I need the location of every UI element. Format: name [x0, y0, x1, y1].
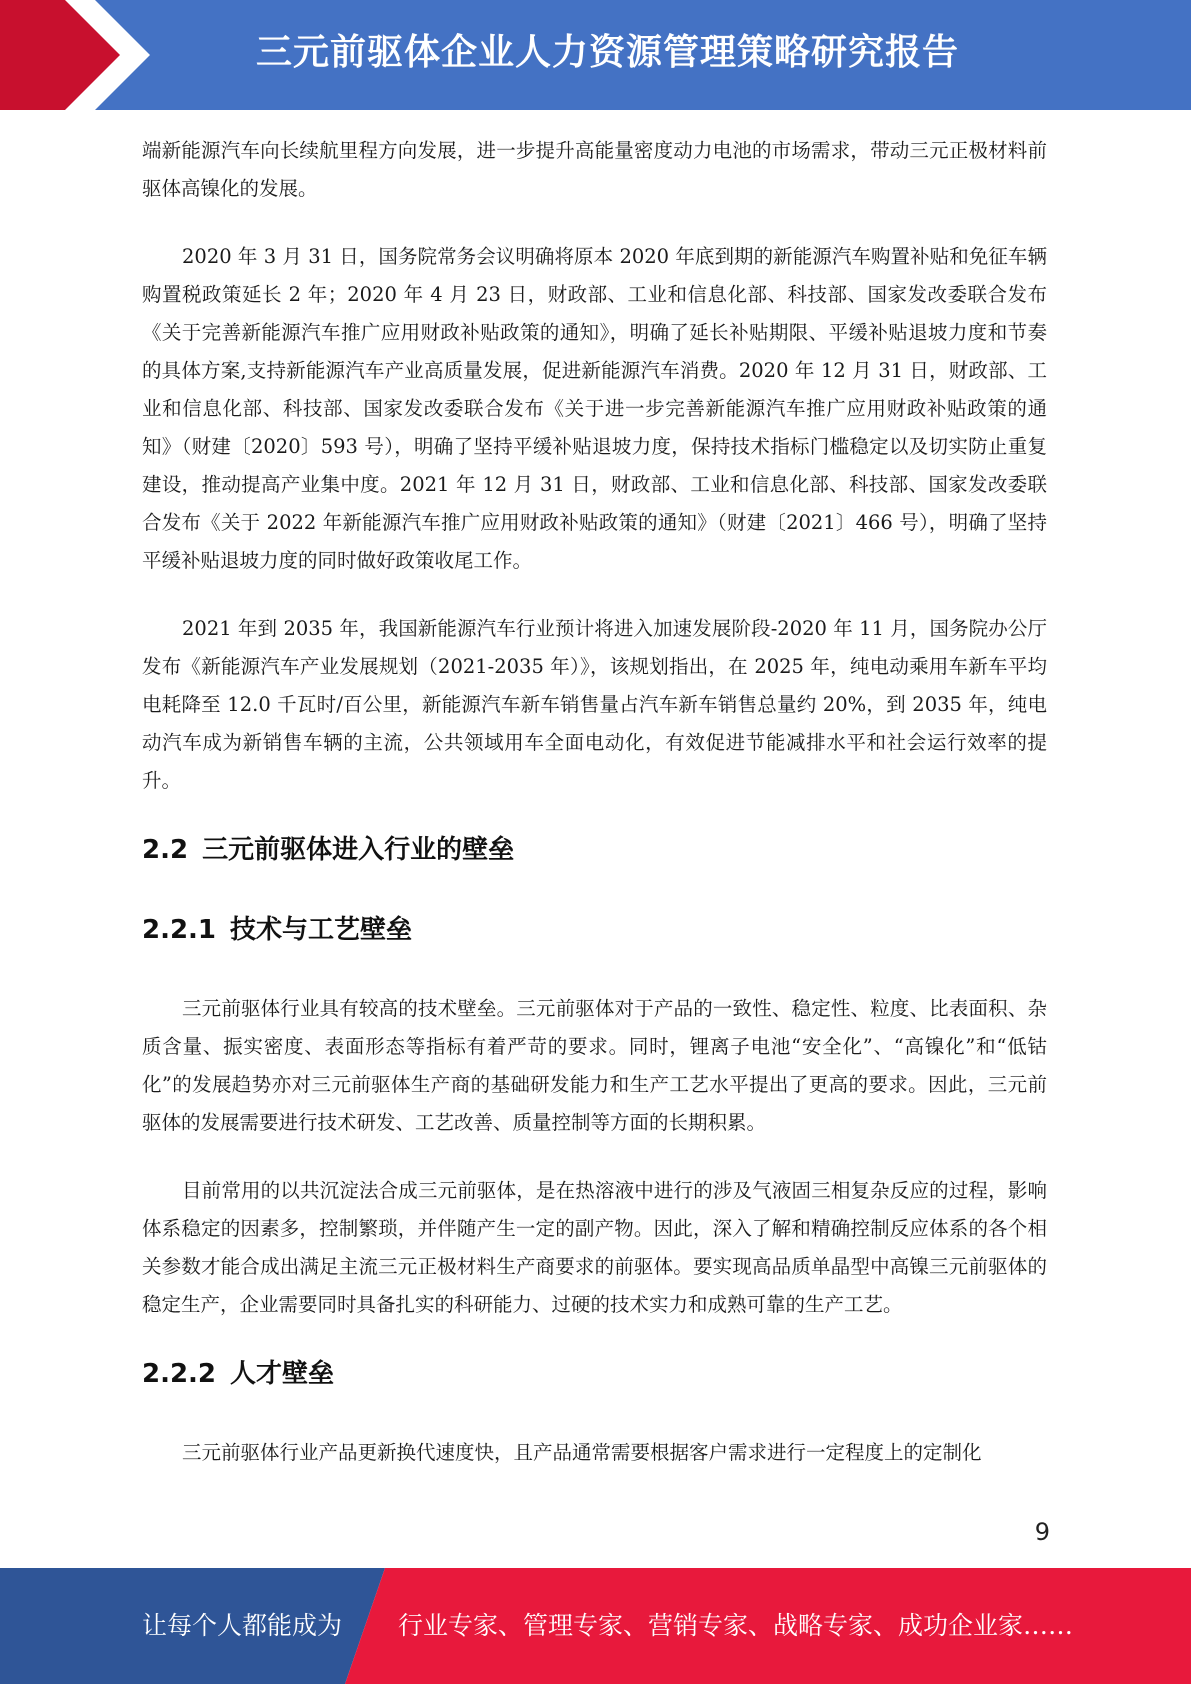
- footer-banner: [0, 1568, 1191, 1684]
- paragraph-5: 目前常用的以共沉淀法合成三元前驱体，是在热溶液中进行的涉及气液固三相复杂反应的过程，影响体系稳定的因素多，控制繁琐，并伴随产生一定的副产物。因此，深入了解和精确控制反应体系的各个相关参数才能合成出满足主流三元正极材料生产商要求的前驱体。要实现高品质单晶型中高镍三元前驱体的稳定生产，企业需要同时具备扎实的科研能力、过硬的技术实力和成熟可靠的生产工艺。: [142, 1179, 1047, 1316]
- header-arrow-icon: [0, 0, 160, 110]
- paragraph-2: 2020 年 3 月 31 日，国务院常务会议明确将原本 2020 年底到期的新能源汽车购置补贴和免征车辆购置税政策延长 2 年；2020 年 4 月 23 日，财政部、工业和信息化部、科技部、国家发改委联合发布《关于完善新能源汽车推广应用财政补贴政策的通知》，明确了延长补贴期限、平缓补贴退坡力度和节奏的具体方案,支持新能源汽车产业高质量发展，促进新能源汽车消费。2020 年 12 月 31 日，财政部、工业和信息化部、科技部、国家发改委联合发布《关于进一步完善新能源汽车推广应用财政补贴政策的通知》（财建〔2020〕593 号），明确了坚持平缓补贴退坡力度，保持技术指标门槛稳定以及切实防止重复建设，推动提高产业集中度。2021 年 12 月 31 日，财政部、工业和信息化部、科技部、国家发改委联合发布《关于 2022 年新能源汽车推广应用财政补贴政策的通知》（财建〔2021〕466 号），明确了坚持平缓补贴退坡力度的同时做好政策收尾工作。: [142, 245, 1047, 572]
- page-number: 9: [1034, 1518, 1050, 1546]
- document-body: [142, 132, 1047, 1502]
- header-title: 三元前驱体企业人力资源管理策略研究报告: [256, 32, 960, 73]
- section-heading-2-2: [142, 830, 1047, 870]
- section-title: 技术与工艺壁垒: [230, 915, 413, 945]
- section-title: 三元前驱体进入行业的壁垒: [202, 835, 515, 865]
- section-number: 2.2: [142, 835, 189, 865]
- paragraph-6: 三元前驱体行业产品更新换代速度快，且产品通常需要根据客户需求进行一定程度上的定制化: [182, 1441, 982, 1464]
- paragraph-3: 2021 年到 2035 年，我国新能源汽车行业预计将进入加速发展阶段-2020 年 11 月，国务院办公厅发布《新能源汽车产业发展规划（2021-2035 年）》，该规划指出，在 2025 年，纯电动乘用车新车平均电耗降至 12.0 千瓦时/百公里，新能源汽车新车销售量占汽车新车销售总量约 20%，到 2035 年，纯电动汽车成为新销售车辆的主流，公共领域用车全面电动化，有效促进节能减排水平和社会运行效率的提升。: [142, 617, 1047, 792]
- footer-slogan-left: 让每个人都能成为: [142, 1611, 343, 1640]
- paragraph-1: 端新能源汽车向长续航里程方向发展，进一步提升高能量密度动力电池的市场需求，带动三元正极材料前驱体高镍化的发展。: [142, 139, 1047, 200]
- section-heading-2-2-2: [142, 1354, 1047, 1394]
- section-number: 2.2.2: [142, 1359, 217, 1389]
- footer-slogan-right: 行业专家、管理专家、营销专家、战略专家、成功企业家……: [398, 1611, 1074, 1640]
- section-number: 2.2.1: [142, 915, 217, 945]
- section-heading-2-2-1: [142, 910, 1047, 950]
- paragraph-4: 三元前驱体行业具有较高的技术壁垒。三元前驱体对于产品的一致性、稳定性、粒度、比表面积、杂质含量、振实密度、表面形态等指标有着严苛的要求。同时，锂离子电池“安全化”、“高镍化”和“低钴化”的发展趋势亦对三元前驱体生产商的基础研发能力和生产工艺水平提出了更高的要求。因此，三元前驱体的发展需要进行技术研发、工艺改善、质量控制等方面的长期积累。: [142, 997, 1047, 1134]
- section-title: 人才壁垒: [230, 1359, 335, 1389]
